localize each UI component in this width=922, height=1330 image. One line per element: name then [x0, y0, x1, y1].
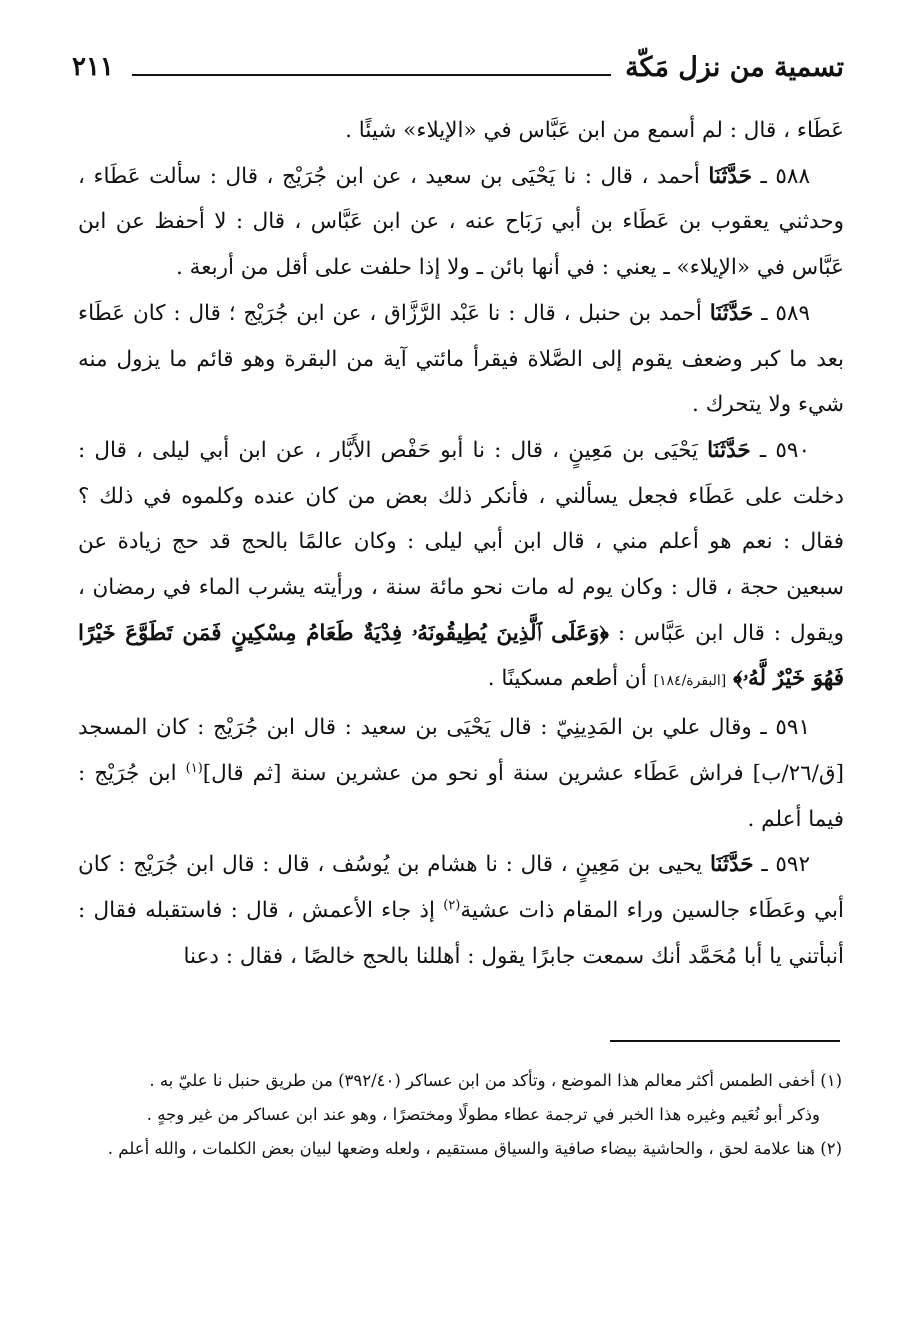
hadith-number: ٥٨٩ ـ [761, 300, 810, 326]
page-number: ٢١١ [72, 52, 114, 82]
footnotes [80, 1064, 842, 1166]
hadith-590 [78, 428, 844, 705]
hadith-number: ٥٩٠ ـ [759, 437, 810, 463]
hadith-number: ٥٩١ ـ [760, 715, 810, 741]
hadith-text: يحيى بن مَعِينٍ ، قال : نا هشام بن يُوسُف ، قال : قال ابن جُرَيْج : كان أبي وعَطَاء جالسين وراء المقام ذات عشية [78, 852, 844, 923]
header-rule [132, 74, 611, 76]
hadith-589 [78, 291, 844, 428]
hadith-number: ٥٨٨ ـ [760, 163, 810, 189]
continuation-text: عَطَاء ، قال : لم أسمع من ابن عَبَّاس في «الإيلاء» شيئًا . [345, 118, 844, 143]
hadith-text-end: إذ جاء الأعمش ، قال : فاستقبله فقال : أنبأتني يا أبا مُحَمَّد أنك سمعت جابرًا يقول : أهللنا بالحج خالصًا ، فقال : دعنا [78, 897, 844, 969]
haddathana-keyword: حَدَّثَنَا [709, 300, 754, 326]
hadith-text-end: ابن جُرَيْج : فيما أعلم . [78, 760, 844, 832]
hadith-588 [78, 154, 844, 291]
footnote-separator [610, 1040, 840, 1042]
haddathana-keyword: حَدَّثَنَا [709, 852, 754, 878]
footnote-1: (١) أخفى الطمس أكثر معالم هذا الموضع ، وتأكد من ابن عساكر (٣٩٢/٤٠) من طريق حنبل نا عليّ به . [149, 1071, 842, 1090]
footnote-marker: (٢) [443, 897, 461, 913]
hadith-text: وقال علي بن المَدِينِيّ : قال يَحْيَى بن سعيد : قال ابن جُرَيْج : كان المسجد [ق/٢٦/ب] فراش عَطَاء عشرين سنة أو نحو من عشرين سنة [ثم قال] [78, 715, 844, 786]
hadith-text-end: أن أطعم مسكينًا . [487, 666, 647, 692]
running-title: تسمية من نزل مَكّة [625, 51, 844, 83]
verse-reference: [البقرة/١٨٤] [653, 673, 727, 690]
footnote-1-continuation: وذكر أبو نُعَيم وغيره هذا الخبر في ترجمة عطاء مطولًا ومختصرًا ، وهو عند ابن عساكر من غير وجهٍ . [146, 1105, 820, 1124]
hadith-592 [78, 842, 844, 979]
hadith-591 [78, 705, 844, 842]
footnote-2: (٢) هنا علامة لحق ، والحاشية بيضاء صافية والسياق مستقيم ، ولعله وضعها لبيان بعض الكلمات ، والله أعلم . [107, 1139, 842, 1158]
haddathana-keyword: حَدَّثَنَا [708, 163, 753, 189]
hadith-number: ٥٩٢ ـ [761, 852, 810, 878]
hadith-text: يَحْيَى بن مَعِينٍ ، قال : نا أبو حَفْص الأَبَّار ، عن ابن أبي ليلى ، قال : دخلت على عَطَاء فجعل يسألني ، فأنكر ذلك بعض من كان عنده وكلموه في ذلك ؟ فقال : نعم هو أعلم مني ، قال ابن أبي ليلى : وكان عالمًا بالحج قد حج زيادة عن سبعين حجة ، قال : وكان يوم له مات نحو مائة سنة ، ورأيته يشرب الماء في رمضان ، ويقول : قال ابن عَبَّاس : [78, 437, 844, 646]
quran-verse: ﴿وَعَلَى ٱلَّذِينَ يُطِيقُونَهُۥ فِدْيَةٌ طَعَامُ مِسْكِينٍ فَمَن تَطَوَّعَ خَيْرًا فَهُوَ خَيْرٌ لَّهُۥ﴾ [78, 620, 844, 692]
hadith-text: أحمد بن حنبل ، قال : نا عَبْد الرَّزَّاق ، عن ابن جُرَيْج ؛ قال : كان عَطَاء بعد ما كبر وضعف يقوم إلى الصَّلاة فيقرأ مائتي آية من البقرة وهو قائم ما يزول منه شيء ولا يتحرك . [78, 300, 844, 418]
hadith-text: أحمد ، قال : نا يَحْيَى بن سعيد ، عن ابن جُرَيْج ، قال : سألت عَطَاء ، وحدثني يعقوب بن عَطَاء بن أبي رَبَاح عنه ، عن ابن عَبَّاس ، قال : لا أحفظ عن ابن عَبَّاس في «الإيلاء» ـ يعني : في أنها بائن ـ ولا إذا حلفت على أقل من أربعة . [78, 163, 844, 281]
page-header [72, 42, 844, 92]
haddathana-keyword: حَدَّثَنَا [707, 437, 751, 463]
paragraph-continuation [78, 108, 844, 154]
main-text [78, 108, 844, 979]
footnote-marker: (١) [185, 760, 203, 776]
